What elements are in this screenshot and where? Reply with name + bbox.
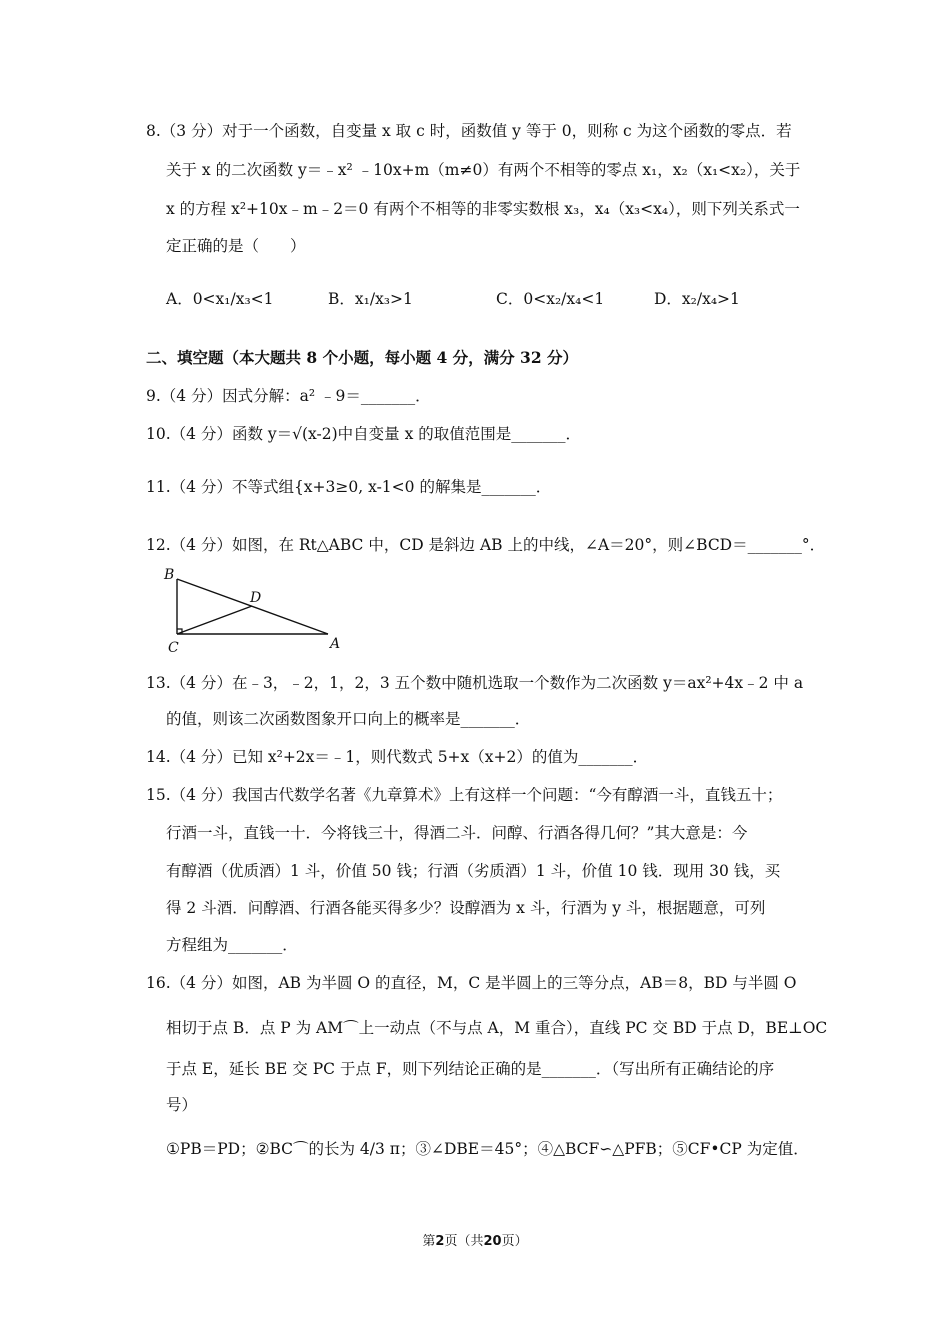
q8-line4: 定正确的是（ ） [166, 237, 306, 255]
label-b: B [164, 567, 175, 583]
q15-line2: 行酒一斗，直钱一十．今将钱三十，得酒二斗．问醇、行酒各得几何？”其大意是：今 [166, 824, 748, 842]
q13-line1: 13.（4 分）在﹣3，﹣2，1，2，3 五个数中随机选取一个数作为二次函数 y＝ax²+4x﹣2 中 a [146, 674, 804, 692]
q12-triangle-figure [160, 566, 360, 656]
q8-option-b: B．x₁/x₃>1 [328, 290, 413, 308]
q14: 14.（4 分）已知 x²+2x＝﹣1，则代数式 5+x（x+2）的值为_______． [146, 748, 649, 766]
q15-line5: 方程组为_______． [166, 936, 298, 954]
q8-option-d: D．x₂/x₄>1 [654, 290, 740, 308]
q8-line2: 关于 x 的二次函数 y＝﹣x² ﹣10x+m（m≠0）有两个不相等的零点 x₁，x₂（x₁<x₂），关于 [166, 161, 801, 179]
q15-line1: 15.（4 分）我国古代数学名著《九章算术》上有这样一个问题：“今有醇酒一斗，直钱五十； [146, 786, 783, 804]
footer-prefix: 第 [422, 1234, 436, 1249]
median-cd [177, 606, 252, 634]
page-footer [0, 1230, 950, 1249]
q16-line1: 16.（4 分）如图，AB 为半圆 O 的直径，M，C 是半圆上的三等分点，AB＝8，BD 与半圆 O [146, 974, 797, 992]
q15-line4: 得 2 斗酒．问醇酒、行酒各能买得多少？设醇酒为 x 斗，行酒为 y 斗，根据题意，可列 [166, 899, 766, 917]
q9: 9.（4 分）因式分解：a² ﹣9＝_______． [146, 387, 431, 405]
footer-mid: 页（共 [444, 1234, 484, 1249]
q8-option-c: C．0<x₂/x₄<1 [496, 290, 605, 308]
footer-suffix: 页） [501, 1234, 528, 1249]
q16-line4: 号） [166, 1096, 198, 1114]
q10: 10.（4 分）函数 y＝√(x-2)中自变量 x 的取值范围是_______． [146, 425, 582, 443]
section-title: 二、填空题（本大题共 8 个小题，每小题 4 分，满分 32 分） [146, 348, 579, 367]
footer-page-number: 2 [435, 1234, 445, 1249]
q16-line5: ①PB＝PD；②BC⌒的长为 4/3 π；③∠DBE＝45°；④△BCF∽△PFB；⑤CF•CP 为定值． [166, 1140, 809, 1158]
q8-option-a: A．0<x₁/x₃<1 [166, 290, 274, 308]
label-d: D [250, 590, 262, 606]
q16-line3: 于点 E，延长 BE 交 PC 于点 F，则下列结论正确的是_______．（写出所有正确结论的序 [166, 1060, 775, 1078]
q15-line3: 有醇酒（优质酒）1 斗，价值 50 钱；行酒（劣质酒）1 斗，价值 10 钱．现用 30 钱，买 [166, 862, 781, 880]
q13-line2: 的值，则该二次函数图象开口向上的概率是_______． [166, 710, 531, 728]
label-a: A [330, 636, 341, 652]
q8-line1: 8.（3 分）对于一个函数，自变量 x 取 c 时，函数值 y 等于 0，则称 c 为这个函数的零点．若 [146, 122, 792, 140]
q16-line2: 相切于点 B．点 P 为 AM⌒上一动点（不与点 A，M 重合），直线 PC 交 BD 于点 D，BE⊥OC [166, 1019, 828, 1037]
label-c: C [168, 640, 179, 656]
q12: 12.（4 分）如图，在 Rt△ABC 中，CD 是斜边 AB 上的中线，∠A＝20°，则∠BCD＝_______°． [146, 536, 826, 554]
footer-total-pages: 20 [483, 1234, 502, 1249]
q8-line3: x 的方程 x²+10x﹣m﹣2＝0 有两个不相等的非零实数根 x₃，x₄（x₃<x₄），则下列关系式一 [166, 200, 800, 218]
q11: 11.（4 分）不等式组{x+3≥0, x-1<0 的解集是_______． [146, 478, 552, 496]
